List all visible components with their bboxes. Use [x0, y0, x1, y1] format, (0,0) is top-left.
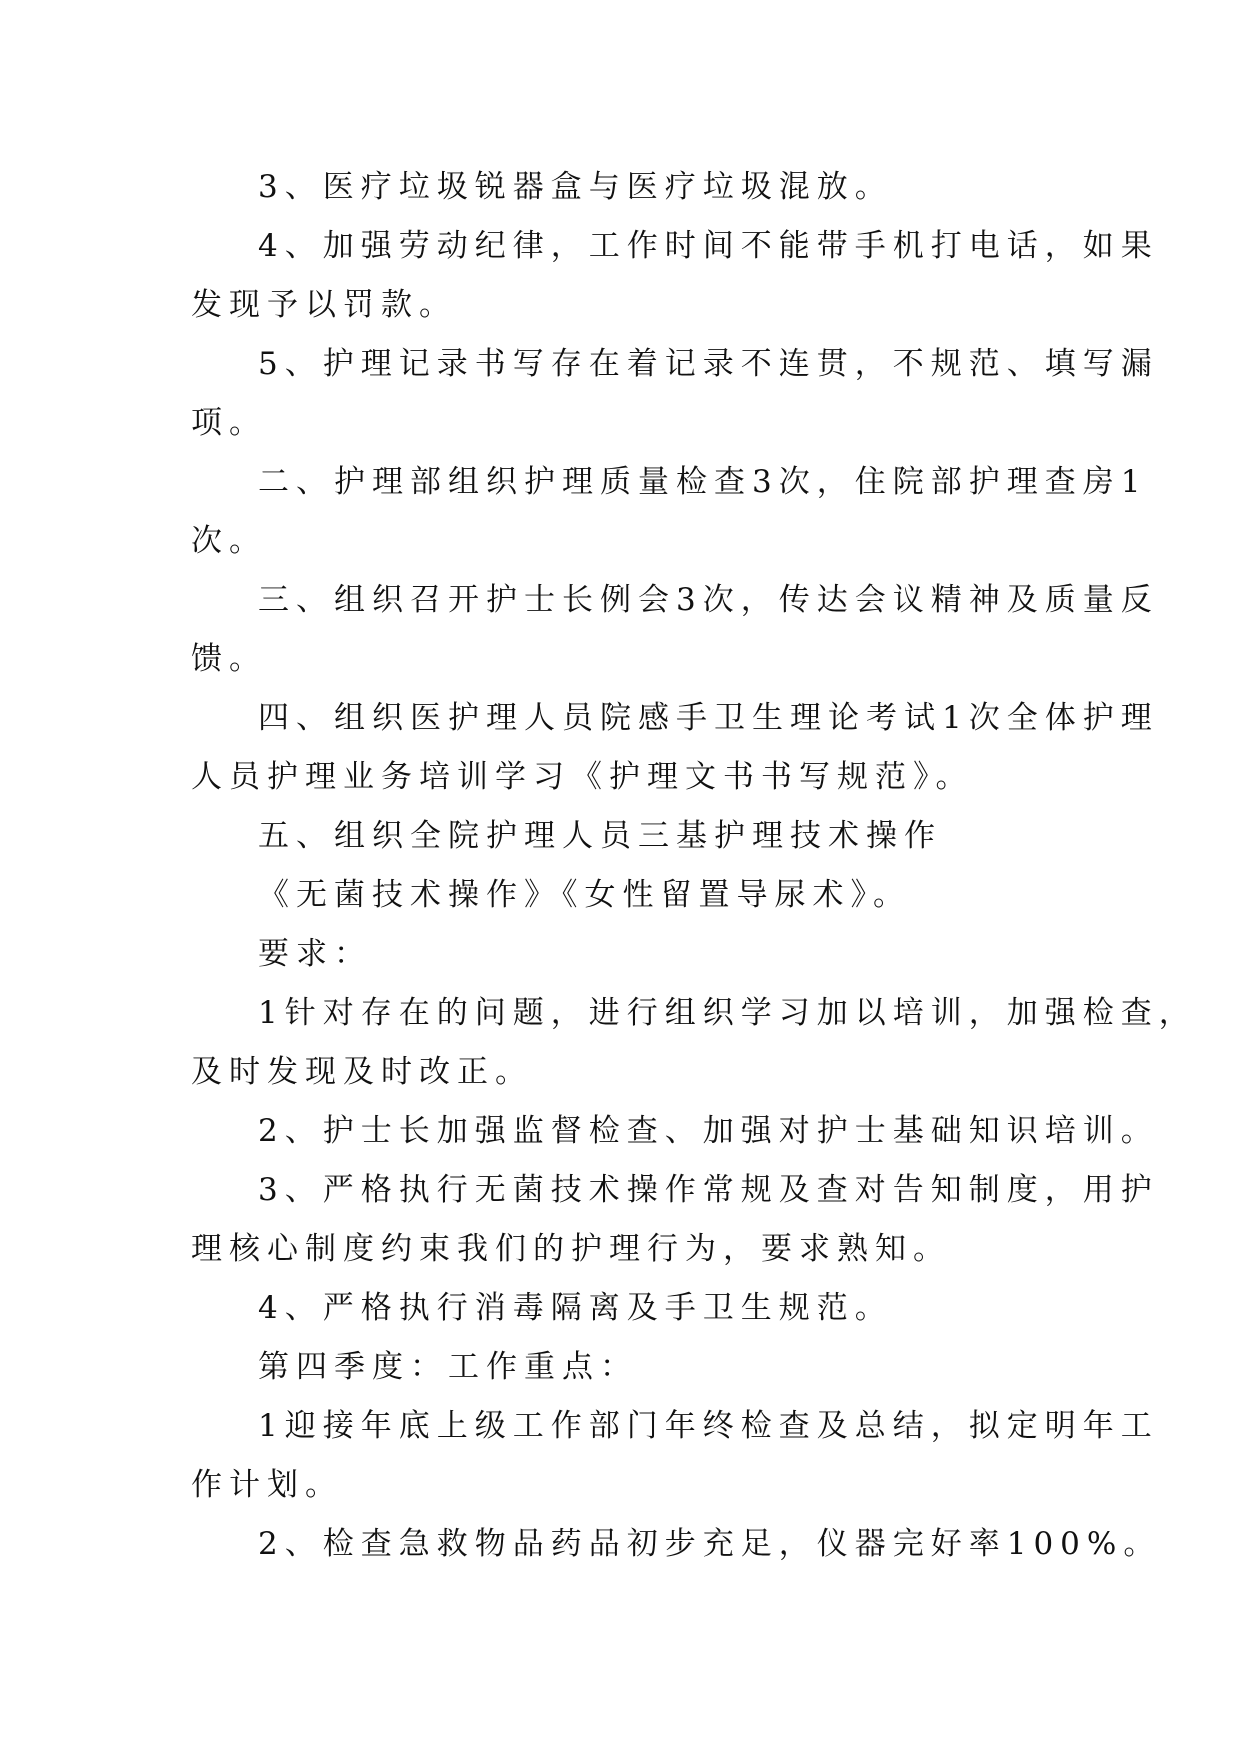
text-line: 4、加强劳动纪律，工作时间不能带手机打电话，如果: [258, 228, 1159, 264]
text-line: 二、护理部组织护理质量检查3次，住院部护理查房1: [258, 464, 1148, 500]
text-line: 发现予以罚款。: [191, 287, 457, 323]
text-line: 五、组织全院护理人员三基护理技术操作: [258, 818, 942, 854]
text-line: 2、护士长加强监督检查、加强对护士基础知识培训。: [258, 1113, 1159, 1149]
text-line: 3、严格执行无菌技术操作常规及查对告知制度，用护: [258, 1172, 1159, 1208]
text-line: 及时发现及时改正。: [191, 1054, 533, 1090]
text-line: 要求：: [258, 936, 372, 972]
text-line: 馈。: [191, 641, 267, 677]
text-line: 3、医疗垃圾锐器盒与医疗垃圾混放。: [258, 169, 893, 205]
text-line: 1迎接年底上级工作部门年终检查及总结，拟定明年工: [258, 1408, 1159, 1444]
text-line: 4、严格执行消毒隔离及手卫生规范。: [258, 1290, 893, 1326]
text-line: 《无菌技术操作》《女性留置导尿术》。: [258, 877, 911, 913]
document-body: [191, 158, 1197, 1574]
text-line: 2、检查急救物品药品初步充足，仪器完好率100%。: [258, 1526, 1162, 1562]
text-line: 作计划。: [191, 1467, 343, 1503]
text-line: 三、组织召开护士长例会3次，传达会议精神及质量反: [258, 582, 1159, 618]
text-line: 人员护理业务培训学习《护理文书书写规范》。: [191, 759, 974, 795]
text-line: 项。: [191, 405, 267, 441]
text-line: 理核心制度约束我们的护理行为，要求熟知。: [191, 1231, 951, 1267]
text-line: 次。: [191, 523, 267, 559]
text-line: 第四季度：工作重点：: [258, 1349, 638, 1385]
text-line: 1针对存在的问题，进行组织学习加以培训，加强检查，: [258, 995, 1197, 1031]
text-line: 5、护理记录书写存在着记录不连贯，不规范、填写漏: [258, 346, 1159, 382]
text-line: 四、组织医护理人员院感手卫生理论考试1次全体护理: [258, 700, 1159, 736]
